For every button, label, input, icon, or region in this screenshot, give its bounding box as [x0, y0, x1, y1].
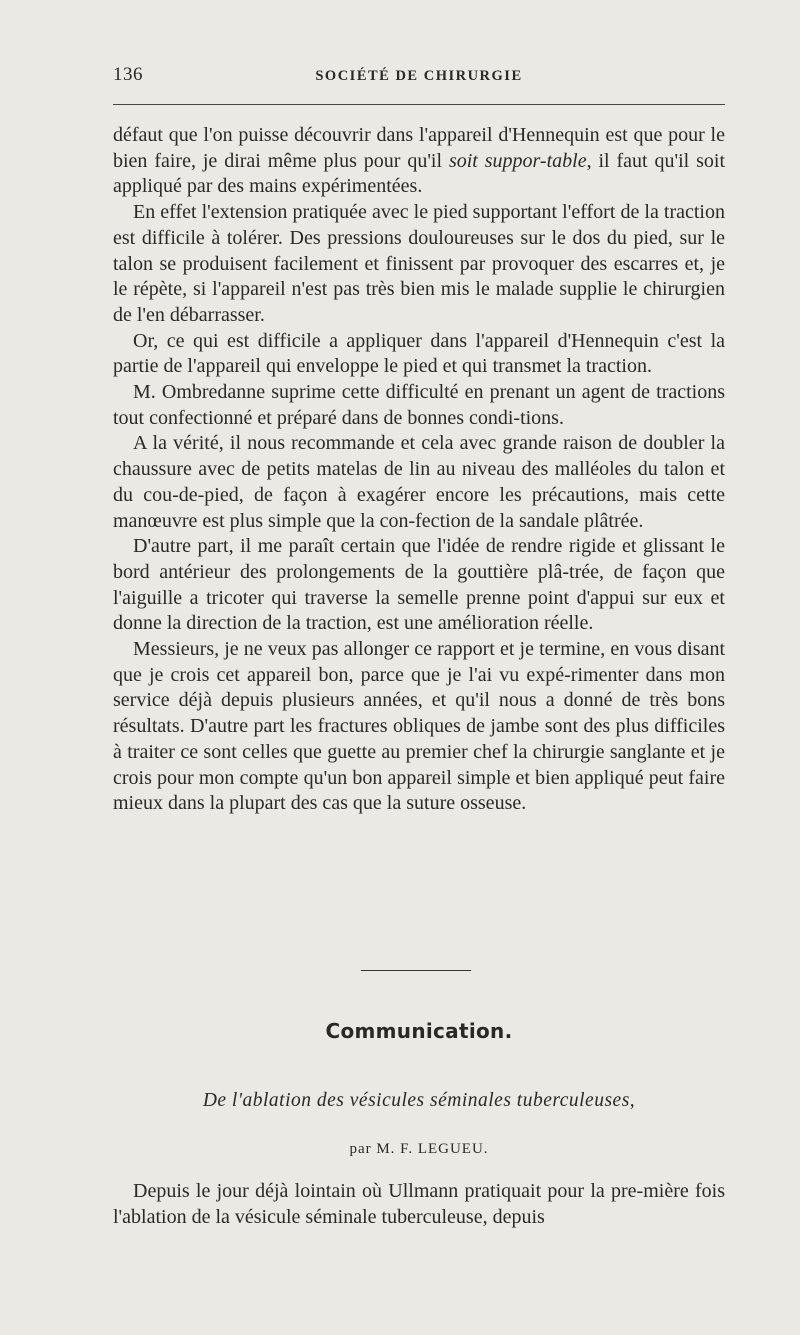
- paragraph: Messieurs, je ne veux pas allonger ce rapport et je termine, en vous disant que je crois cet appareil bon, parce que je l'ai vu expé-rimenter dans mon service déjà depuis plusieurs années, et qu'il nous a donné de très bons résultats. D'autre part les fractures obliques de jambe sont des plus difficiles à traiter ce sont celles que guette au premier chef la chirurgie sanglante et je crois pour mon compte qu'un bon appareil simple et bien appliqué peut faire mieux dans la plupart des cas que la suture osseuse.: [113, 638, 725, 815]
- author-byline: par M. F. LEGUEU.: [349, 1141, 489, 1157]
- page-header: [113, 62, 725, 92]
- paragraph: Depuis le jour déjà lointain où Ullmann pratiquait pour la pre-mière fois l'ablation de la vésicule séminale tuberculeuse, depuis: [113, 1180, 725, 1228]
- header-rule: [113, 104, 725, 105]
- page-number: 136: [113, 64, 143, 85]
- paragraph: D'autre part, il me paraît certain que l'idée de rendre rigide et glissant le bord antérieur des prolongements de la gouttière plâ-trée, de façon que l'aiguille a tricoter qui traverse la semelle prenne point d'appui sur eux et donne la direction de la traction, est une amélioration réelle.: [113, 535, 725, 635]
- paragraph-text: défaut que l'on puisse découvrir dans l'appareil d'Hennequin est que pour le bien faire, je dirai même plus pour qu'il: [113, 124, 725, 172]
- section-heading: Communication.: [325, 1019, 513, 1043]
- paragraph-text: , il faut qu'il soit appliqué par des mains expérimentées.: [113, 149, 726, 198]
- running-head: SOCIÉTÉ DE CHIRURGIE: [315, 68, 523, 84]
- section-divider: [361, 970, 471, 971]
- article-title: De l'ablation des vésicules séminales tuberculeuses,: [202, 1090, 636, 1111]
- italic-phrase: soit suppor-table: [448, 149, 587, 172]
- paragraph: A la vérité, il nous recommande et cela avec grande raison de doubler la chaussure avec de petits matelas de lin au niveau des malléoles du talon et du cou-de-pied, de façon à exagérer encore les précautions, mais cette manœuvre est plus simple que la con-fection de la sandale plâtrée.: [113, 432, 725, 532]
- paragraph: En effet l'extension pratiquée avec le pied supportant l'effort de la traction est difficile à tolérer. Des pressions douloureuses sur le dos du pied, sur le talon se produisent facilement et finissent par provoquer des escarres et, je le répète, si l'appareil n'est pas très bien mis le malade supplie le chirurgien de l'en débarrasser.: [113, 201, 725, 326]
- discussion-text: [113, 123, 725, 817]
- article-body: [113, 1178, 725, 1230]
- paragraph: M. Ombredanne suprime cette difficulté en prenant un agent de tractions tout confectionné et préparé dans de bonnes condi-tions.: [113, 381, 725, 429]
- paragraph: [113, 123, 725, 200]
- paragraph: Or, ce qui est difficile a appliquer dans l'appareil d'Hennequin c'est la partie de l'appareil qui enveloppe le pied et qui transmet la traction.: [113, 329, 725, 378]
